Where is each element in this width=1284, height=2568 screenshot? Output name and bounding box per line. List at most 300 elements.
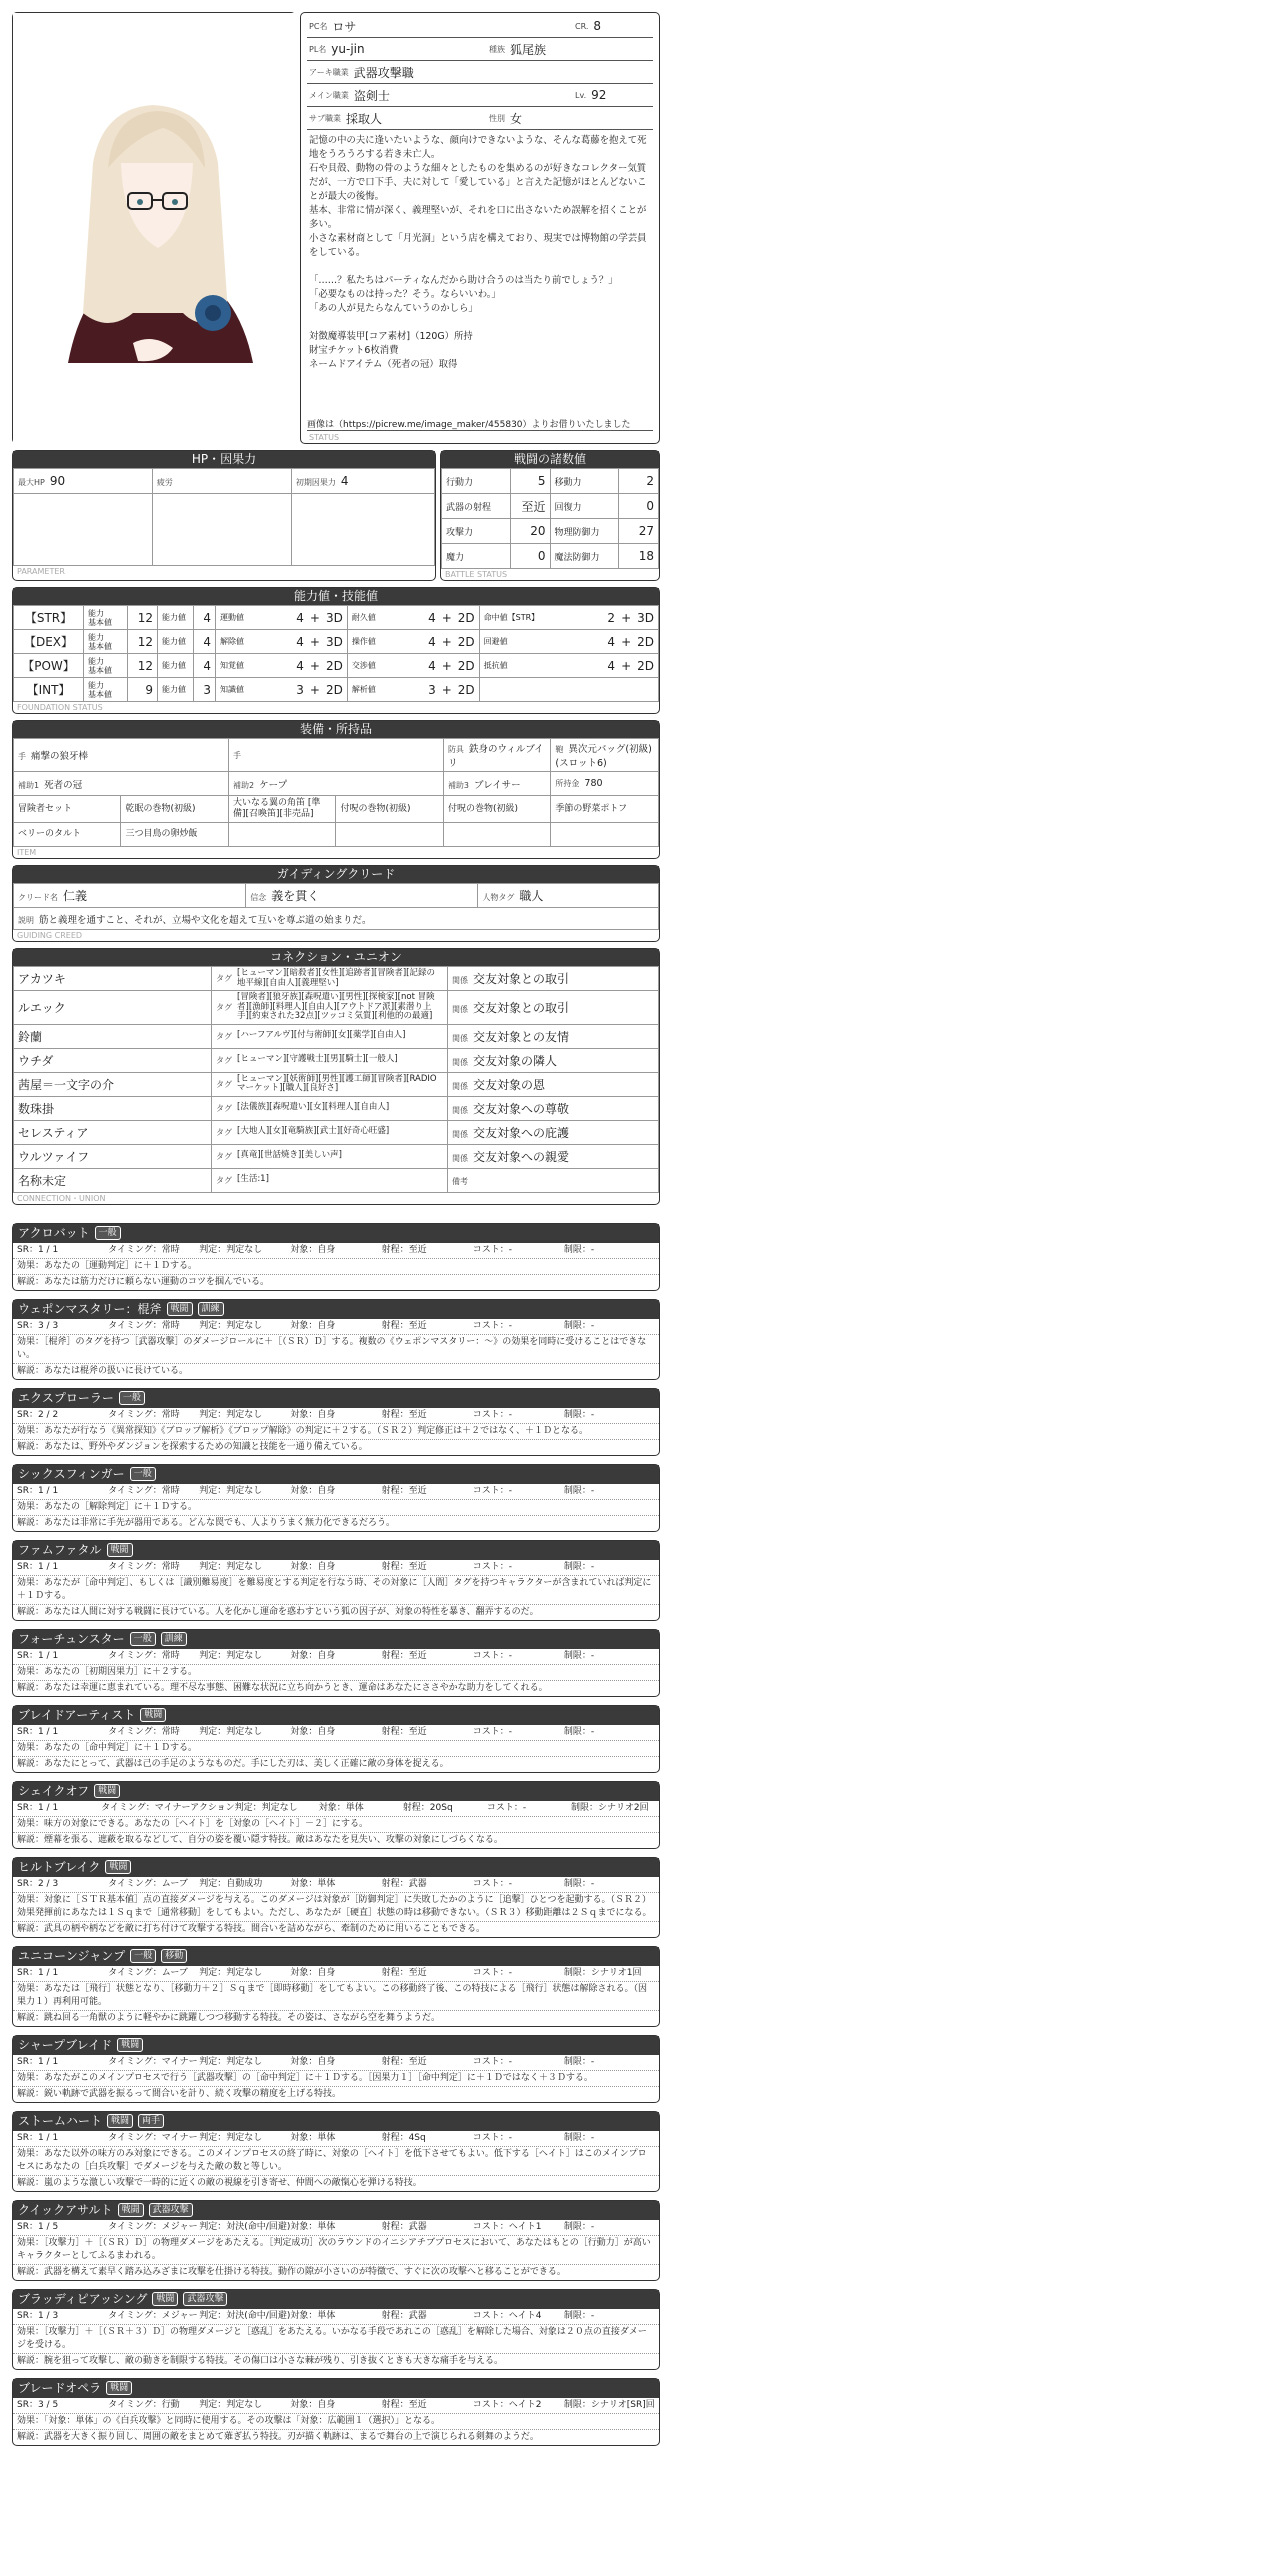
skill-stat-dice: 2D (325, 658, 343, 673)
plus-sign: + (441, 658, 452, 673)
skill-card (12, 2200, 660, 2281)
creed-desc-value: 筋と義理を通すこと、それが、立場や文化を超えて互いを尊ぶ道の始まりだ。 (39, 914, 372, 926)
skill-tag: 一般 (130, 1632, 156, 1646)
skill-name: ユニコーンジャンプ (18, 1948, 126, 1963)
skill-meta-item: タイミング：マイナーアクション (101, 1802, 235, 1813)
skill-meta-item: コスト：- (472, 2132, 512, 2143)
skill-stat-label: 解除値 (216, 630, 265, 654)
skill-meta-item: 制限：- (563, 2310, 595, 2321)
connection-tags: [ヒューマン][暗殺者][女性][追跡者][冒険者][記録の地平線][自由人][義理堅い] (237, 968, 435, 988)
skill-meta-item: SR：3 / 5 (17, 2399, 59, 2410)
connection-relation-cell (448, 1072, 659, 1096)
connection-name: 数珠掛 (14, 1096, 212, 1120)
skill-stat-dice: 2D (457, 634, 475, 649)
tag-label: タグ (216, 1151, 232, 1161)
skill-stat-dice: 2D (325, 682, 343, 697)
ability-value-label: 能力値 (158, 654, 194, 678)
hp-title: HP・因果力 (13, 451, 435, 468)
plus-sign: + (309, 658, 320, 673)
connection-tags: [ヒューマン][守護戦士][男][騎士][一般人] (237, 1054, 398, 1065)
cr-value: 8 (593, 19, 602, 33)
status-footer: STATUS (309, 433, 340, 442)
connection-relation: 交友対象との取引 (473, 1000, 570, 1015)
item-name: ベリーのタルト (14, 823, 121, 847)
skill-meta-item: コスト：ヘイト4 (472, 2310, 542, 2321)
skill-meta-item: コスト：- (472, 1650, 512, 1661)
connection-relation-cell (448, 1120, 659, 1144)
skill-name: ファムファタル (18, 1542, 102, 1557)
skill-meta-item: タイミング：常時 (108, 1650, 180, 1661)
level-value: 92 (591, 88, 607, 102)
skill-header (13, 1541, 659, 1560)
item-name: 冒険者セット (14, 796, 121, 823)
skill-meta-item: SR：1 / 1 (17, 1561, 59, 1572)
battle-stat-label: 物理防御力 (550, 519, 619, 544)
skill-meta-item: SR：2 / 3 (17, 1878, 59, 1889)
skill-note: 解説：あなたは人間に対する戦闘に長けている。人を化かし運命を惑わすという狐の因子が、対象の特性を暴き、翻弄するのだ。 (17, 1606, 539, 1617)
skill-stat-number: 4 (607, 658, 616, 673)
skill-meta-item: 制限：- (563, 1726, 595, 1737)
skill-meta (13, 1319, 659, 1335)
connection-section (12, 948, 660, 1205)
ability-value: 3 (194, 678, 216, 702)
connection-relation: 交友対象との取引 (473, 972, 570, 986)
skill-meta-item: コスト：- (472, 1244, 512, 1255)
ability-base-value: 9 (128, 678, 158, 702)
item-slot-label: 補助1 (18, 780, 40, 790)
skill-stat-number: 4 (428, 634, 436, 649)
foundation-footer: FOUNDATION STATUS (17, 703, 103, 712)
skill-meta (13, 1243, 659, 1259)
skill-meta (13, 1408, 659, 1424)
skill-meta-item: タイミング：常時 (108, 1726, 180, 1737)
battle-stat-value: 0 (510, 544, 550, 569)
skill-meta-item: タイミング：常時 (108, 1561, 180, 1572)
connection-name: 茜屋＝一文字の介 (14, 1072, 212, 1096)
connection-tags-cell (212, 1024, 448, 1048)
skill-meta-item: コスト：- (472, 1561, 512, 1572)
portrait-illustration (13, 13, 297, 445)
relation-label: 関係 (452, 976, 468, 985)
skill-stat-value (576, 678, 659, 702)
tag-label: タグ (216, 1055, 232, 1065)
item-name (336, 823, 443, 847)
skill-card (12, 1223, 660, 1291)
connection-name: アカツキ (14, 967, 212, 991)
skill-meta-item: 判定：自動成功 (199, 1878, 263, 1889)
skill-tag: 両手 (138, 2114, 164, 2128)
battle-stat-label: 移動力 (550, 469, 619, 494)
skill-name: シャープブレイド (18, 2037, 113, 2052)
connection-relation: 交友対象への尊敬 (473, 1101, 570, 1116)
skill-stat-value (396, 654, 479, 678)
skill-stat-dice: 3D (637, 610, 654, 625)
battle-title: 戦闘の諸数値 (441, 451, 659, 468)
ability-base-value: 12 (128, 654, 158, 678)
item-name: 三つ目鳥の卵炒飯 (121, 823, 228, 847)
item-slot-label: 鞄 (555, 745, 564, 754)
skill-stat-dice: 2D (457, 682, 475, 697)
skill-meta-item: 射程：至近 (381, 1650, 427, 1661)
skill-effect: 効果：［攻撃力］＋［（ＳＲ）Ｄ］の物理ダメージをあたえる。［判定成功］次のラウンドのイニシアチブプロセスにおいて、あなたはもとの［行動力］が高いキャラクターとしてふるまわれる。 (13, 2236, 659, 2265)
skill-meta-item: 射程：武器 (381, 2310, 427, 2321)
item-slot-label: 防具 (447, 745, 464, 754)
skill-header (13, 2201, 659, 2220)
skill-tag: 訓練 (161, 1632, 187, 1646)
skill-header (13, 2379, 659, 2398)
skill-note: 解説：跳ね回る一角獣のように軽やかに跳躍しつつ移動する特技。その姿は、さながら空を舞うようだ。 (17, 2012, 441, 2023)
creed-name-label: クリード名 (18, 893, 58, 902)
skill-meta-item: コスト：ヘイト2 (472, 2399, 542, 2410)
item-cell (228, 739, 443, 772)
skill-stat-label: 解析値 (347, 678, 396, 702)
plus-sign: + (621, 634, 632, 649)
connection-relation: 交友対象との友情 (473, 1029, 570, 1044)
relation-label: 関係 (452, 1033, 468, 1043)
skill-stat-number: 3 (296, 682, 304, 697)
parameter-footer: PARAMETER (17, 567, 65, 576)
skill-meta-item: 射程：至近 (381, 1561, 427, 1572)
skill-meta-item: 対象：自身 (290, 1320, 336, 1331)
ability-title: 能力値・技能値 (13, 588, 659, 605)
connection-tags: [冒険者][狼牙族][森呪遣い][男性][探検家][not 冒険者][漁師][料理人][自由人][アウトドア派][素潜り上手][約束された32点][ツッコミ気質][利他的の最適] (237, 992, 435, 1021)
skill-tag: 訓練 (198, 1302, 224, 1316)
skill-meta (13, 2131, 659, 2147)
skill-effect: 効果：あなた以外の味方のみ対象にできる。このメインプロセスの終了時に、対象の［ヘイト］を低下させてもよい。低下する［ヘイト］はこのメインプロセスにあなたの［白兵攻撃］でダメージを与えた敵の数と等しい。 (13, 2147, 659, 2176)
skill-name: ヒルトブレイク (18, 1859, 101, 1874)
skill-meta-item: タイミング：常時 (108, 1485, 180, 1496)
archetype-value: 武器攻撃職 (353, 65, 414, 80)
skill-meta-item: タイミング：ムーブ (108, 1878, 188, 1889)
item-name: 乾眠の巻物(初級) (121, 796, 228, 823)
cr-label: CR. (575, 21, 589, 31)
battle-stat-label: 武器の射程 (442, 494, 511, 519)
creed-title: ガイディングクリード (13, 866, 659, 883)
skill-stat-dice: 2D (637, 634, 654, 649)
skill-meta-item: 制限：シナリオ[SR]回 (563, 2399, 655, 2410)
relation-label: 関係 (452, 1153, 468, 1163)
skill-meta-item: 射程：至近 (381, 1409, 427, 1420)
connection-relation-cell (448, 991, 659, 1025)
skill-name: シェイクオフ (18, 1783, 90, 1798)
skill-name: ウェポンマスタリー：棍斧 (18, 1301, 162, 1316)
skill-card (12, 2289, 660, 2370)
plus-sign: + (621, 610, 632, 625)
plus-sign: + (309, 634, 320, 649)
skill-note: 解説：鋭い軌跡で武器を振るって間合いを計り、続く攻撃の精度を上げる特技。 (17, 2088, 342, 2099)
skill-meta-item: 射程：20Sq (402, 1802, 453, 1813)
item-footer: ITEM (17, 848, 37, 857)
relation-label: 関係 (452, 1129, 468, 1139)
battle-stat-label: 攻撃力 (442, 519, 511, 544)
level-label: Lv. (575, 90, 587, 100)
skill-note: 解説：あなたにとって、武器は己の手足のようなものだ。手にした刃は、美しく正確に敵の身体を捉える。 (17, 1758, 449, 1769)
skill-tag: 戦闘 (118, 2203, 144, 2217)
skill-stat-value (264, 630, 347, 654)
battle-stat-value: 27 (619, 519, 659, 544)
skill-card (12, 1629, 660, 1697)
skill-meta-item: 判定：対決(命中/回避) (199, 2310, 291, 2321)
skill-stat-label: 耐久値 (347, 606, 396, 630)
skill-meta-item: 判定：判定なし (199, 2056, 263, 2067)
skill-tag: 戦闘 (94, 1784, 120, 1798)
creed-name-value: 仁義 (63, 889, 88, 903)
skill-effect: 効果：あなたの［運動判定］に＋１Ｄする。 (13, 1259, 659, 1275)
connection-relation: 交友対象への親愛 (473, 1149, 570, 1164)
skill-meta-item: 対象：自身 (290, 1485, 336, 1496)
skill-effect: 効果：あなたが［命中判定］、もしくは［識別難易度］を難易度とする判定を行なう時、その対象に［人間］タグを持つキャラクターが含まれていれば判定に＋１Ｄする。 (13, 1576, 659, 1605)
archetype-label: アーキ職業 (309, 67, 349, 77)
fatigue-label: 疲労 (156, 477, 173, 487)
skill-meta-item: 制限：- (563, 1561, 595, 1572)
skill-meta-item: SR：1 / 1 (17, 2132, 59, 2143)
skill-card (12, 2378, 660, 2446)
item-name: 大いなる翼の角笛 [準備][召喚笛][非売品] (228, 796, 335, 823)
skill-meta-item: 対象：自身 (290, 2399, 336, 2410)
character-portrait (12, 12, 296, 444)
skill-tag: 武器攻撃 (183, 2292, 227, 2306)
item-slot-label: 手 (18, 752, 26, 761)
skill-tag: 一般 (130, 1467, 156, 1481)
item-slot-value: 780 (584, 778, 603, 789)
pl-name: yu-jin (331, 42, 365, 56)
battle-stat-value: 2 (619, 469, 659, 494)
skill-stat-value (396, 606, 479, 630)
item-cell (443, 772, 550, 796)
connection-name: 鈴蘭 (14, 1024, 212, 1048)
skill-header (13, 1224, 659, 1243)
skill-tag: 戦闘 (107, 1543, 133, 1557)
character-memo: 記憶の中の夫に逢いたいような、顔向けできないような、そんな葛藤を抱えて死地をうろうろする若き未亡人。 石や貝殻、動物の骨のような細々としたものを集めるのが好きなコレクター気質だが、一方で口下手、夫に対して「愛している」と言えた記憶がほとんどないことが最大の後悔。 基本、非常に情が深く、義理堅いが、それを口に出さないため誤解を招くことが多い。 小さな素材商として「月光洞」という店を構えており、現実では博物館の学芸員をしている。 「……？私たちはパーティなんだから助け合うのは当たり前でしょう？」 「必要なものは持った？そう。ならいいわ。」 「あの人が見たらなんていうのかしら」 対徴魔導装甲[コア素材]（120G）所持 財宝チケット6枚消費 ネームドアイテム（死者の冠）取得 (309, 135, 647, 370)
connection-relation: 交友対象の恩 (473, 1077, 546, 1092)
ability-name: 【STR】 (14, 606, 84, 630)
skill-stat-value (264, 654, 347, 678)
connection-name: ルエック (14, 991, 212, 1025)
skill-meta-item: 判定：判定なし (199, 1967, 263, 1978)
skill-meta-item: 制限：- (563, 1485, 595, 1496)
skill-meta-item: 対象：自身 (290, 1409, 336, 1420)
hp-section (12, 450, 436, 581)
item-section (12, 720, 660, 859)
skill-header (13, 1858, 659, 1877)
skill-tag: 戦闘 (140, 1708, 166, 1722)
skill-header (13, 1389, 659, 1408)
connection-name: ウルツァイフ (14, 1144, 212, 1168)
skill-meta-item: 判定：判定なし (199, 1726, 263, 1737)
skill-meta-item: 対象：自身 (290, 1967, 336, 1978)
skill-meta-item: 判定：判定なし (199, 1561, 263, 1572)
skill-meta-item: 判定：判定なし (199, 2399, 263, 2410)
ability-value: 4 (194, 630, 216, 654)
creed-footer: GUIDING CREED (17, 931, 83, 940)
connection-name: ウチダ (14, 1048, 212, 1072)
skill-meta-item: タイミング：マイナー (108, 2056, 198, 2067)
ability-value-label: 能力値 (158, 606, 194, 630)
skill-meta-item: コスト：- (472, 1967, 512, 1978)
skill-meta-item: 射程：至近 (381, 2399, 427, 2410)
skill-meta-item: 射程：武器 (381, 1878, 427, 1889)
skill-meta-item: タイミング：メジャー (108, 2221, 198, 2232)
pc-name: ロサ (332, 19, 357, 34)
tag-label: タグ (216, 1175, 232, 1185)
skill-stat-value (396, 630, 479, 654)
battle-stat-label: 魔力 (442, 544, 511, 569)
initial-karma-label: 初期因果力 (295, 478, 336, 487)
sub-class-label: サブ職業 (309, 113, 341, 123)
relation-label: 備考 (452, 1177, 468, 1186)
tag-label: タグ (216, 1103, 232, 1113)
item-name (551, 823, 659, 847)
sub-class-value: 採取人 (346, 111, 383, 126)
connection-relation: 交友対象の隣人 (473, 1053, 558, 1068)
skill-meta-item: 判定：判定なし (234, 1802, 298, 1813)
skill-tag: 移動 (161, 1949, 187, 1963)
skill-meta-item: 対象：自身 (290, 1726, 336, 1737)
skill-meta-item: SR：3 / 3 (17, 1320, 59, 1331)
ability-base-value: 12 (128, 630, 158, 654)
relation-label: 関係 (452, 1081, 468, 1091)
tag-label: タグ (216, 1002, 232, 1012)
skill-meta-item: 対象：単体 (290, 2221, 336, 2232)
skill-stat-label: 操作値 (347, 630, 396, 654)
battle-stat-value: 20 (510, 519, 550, 544)
item-slot-value: 痛撃の狼牙棒 (31, 751, 89, 762)
plus-sign: + (441, 634, 452, 649)
skill-effect: 効果：あなたの［命中判定］に＋１Ｄする。 (13, 1741, 659, 1757)
connection-tags-cell (212, 1072, 448, 1096)
ability-base-label: 能力 基本値 (84, 606, 128, 630)
skill-card (12, 1857, 660, 1938)
skill-meta-item: 制限：シナリオ1回 (563, 1967, 642, 1978)
skill-stat-dice: 2D (457, 658, 475, 673)
item-title: 装備・所持品 (13, 721, 659, 738)
skill-header (13, 1465, 659, 1484)
max-hp-label: 最大HP (18, 478, 45, 487)
connection-tags: [ハーフアルヴ][付与術師][女][薬学][自由人] (237, 1030, 406, 1041)
skill-name: アクロバット (18, 1225, 90, 1240)
skill-stat-label: 抵抗値 (479, 654, 575, 678)
skill-note: 解説：腕を狙って攻撃し、敵の動きを制限する特技。その傷口は小さな棘が残り、引き抜くときも大きな痛手を与える。 (17, 2355, 504, 2366)
skill-meta-item: SR：1 / 3 (17, 2310, 59, 2321)
skill-meta (13, 2220, 659, 2236)
skill-meta-item: 判定：対決(命中/回避) (199, 2221, 291, 2232)
skill-stat-label: 知覚値 (216, 654, 265, 678)
skill-meta-item: タイミング：ムーブ (108, 1967, 188, 1978)
battle-stat-value: 至近 (510, 494, 550, 519)
skill-meta-item: 制限：- (563, 1244, 595, 1255)
connection-relation-cell (448, 967, 659, 991)
skill-meta-item: 射程：至近 (381, 1244, 427, 1255)
skill-note: 解説：あなたは、野外やダンジョンを探索するための知識と技能を一通り備えている。 (17, 1441, 368, 1452)
skill-meta-item: タイミング：メジャー (108, 2310, 198, 2321)
creed-desc-label: 説明 (18, 915, 34, 925)
skill-note: 解説：武器を大きく振り回し、周囲の敵をまとめて薙ぎ払う特技。刃が描く軌跡は、まるで舞台の上で演じられる剣舞のようだ。 (17, 2431, 539, 2442)
item-slot-value: 死者の冠 (44, 779, 83, 791)
battle-section (440, 450, 660, 581)
pc-name-label: PC名 (309, 21, 328, 31)
battle-stat-value: 5 (510, 469, 550, 494)
skill-meta-item: コスト：ヘイト1 (472, 2221, 542, 2232)
skill-meta-item: 対象：単体 (318, 1802, 364, 1813)
skill-meta-item: SR：1 / 1 (17, 1244, 59, 1255)
connection-name: セレスティア (14, 1120, 212, 1144)
battle-stat-value: 0 (619, 494, 659, 519)
skill-meta-item: 対象：単体 (290, 1878, 336, 1889)
connection-relation-cell (448, 1024, 659, 1048)
skill-stat-dice: 3D (325, 634, 343, 649)
skill-card (12, 1781, 660, 1849)
skill-meta-item: 判定：判定なし (199, 1650, 263, 1661)
skill-stat-label: 知識値 (216, 678, 265, 702)
skill-stat-value (576, 654, 659, 678)
skill-meta-item: 対象：自身 (290, 1650, 336, 1661)
skill-name: シックスフィンガー (18, 1466, 125, 1481)
skill-effect: 効果：あなたが行なう《異常探知》《ブロップ解析》《ブロップ解除》の判定に＋２する。（ＳＲ２）判定修正は＋２ではなく、＋１Ｄとなる。 (13, 1424, 659, 1440)
battle-stat-value: 18 (619, 544, 659, 569)
skill-stat-label: 回避値 (479, 630, 575, 654)
skill-meta-item: SR：1 / 5 (17, 2221, 59, 2232)
skill-stat-label: 交渉値 (347, 654, 396, 678)
battle-stat-label: 回復力 (550, 494, 619, 519)
item-name (228, 823, 335, 847)
race-value: 狐尾族 (510, 42, 547, 57)
item-slot-label: 補助2 (232, 780, 255, 790)
relation-label: 関係 (452, 1105, 468, 1115)
skill-tag: 武器攻撃 (149, 2203, 193, 2217)
skill-tag: 戦闘 (106, 2381, 132, 2395)
skill-note: 解説：あなたは幸運に恵まれている。理不尽な事態、困難な状況に立ち向かうとき、運命はあなたにささやかな助力をしてくれる。 (17, 1682, 548, 1693)
skill-header (13, 2036, 659, 2055)
skill-card (12, 1540, 660, 1621)
initial-karma-value: 4 (340, 474, 349, 488)
skill-meta-item: SR：1 / 1 (17, 1650, 59, 1661)
skill-meta-item: 判定：判定なし (199, 1320, 263, 1331)
main-class-label: メイン職業 (309, 90, 349, 100)
connection-tags-cell (212, 1048, 448, 1072)
skill-meta-item: タイミング：常時 (108, 1320, 180, 1331)
skill-meta-item: 射程：4Sq (381, 2132, 426, 2143)
connection-relation-cell (448, 1096, 659, 1120)
connection-tags: [生活:1] (237, 1174, 269, 1185)
skill-tag: 戦闘 (167, 1302, 193, 1316)
skill-meta-item: 射程：至近 (381, 1726, 427, 1737)
skill-stat-value (396, 678, 479, 702)
skill-tag: 戦闘 (107, 2114, 133, 2128)
skill-tag: 一般 (119, 1391, 145, 1405)
battle-stat-label: 魔法防御力 (550, 544, 619, 569)
item-slot-label: 所持金 (555, 779, 580, 788)
skill-meta-item: コスト：- (472, 1878, 512, 1889)
ability-base-label: 能力 基本値 (84, 678, 128, 702)
skill-meta-item: 対象：自身 (290, 2056, 336, 2067)
item-name: 季節の野菜ポトフ (551, 796, 659, 823)
skill-note: 解説：武具の柄や柄などを敵に打ち付けて攻撃する特技。間合いを詰めながら、牽制のために用いることもできる。 (17, 1923, 486, 1934)
belief-label: 信念 (250, 893, 267, 902)
ability-name: 【DEX】 (14, 630, 84, 654)
item-cell (443, 739, 550, 772)
skill-name: ストームハート (18, 2113, 103, 2128)
item-slot-value: ブレイサー (474, 779, 521, 791)
skill-meta-item: 射程：至近 (381, 1967, 427, 1978)
ability-name: 【POW】 (14, 654, 84, 678)
skill-tag: 一般 (130, 1949, 156, 1963)
connection-tags-cell (212, 991, 448, 1025)
skill-stat-value (264, 678, 347, 702)
max-hp-value: 90 (49, 474, 66, 488)
skill-header (13, 1300, 659, 1319)
ability-section (12, 587, 660, 714)
skill-meta-item: 判定：判定なし (199, 1244, 263, 1255)
